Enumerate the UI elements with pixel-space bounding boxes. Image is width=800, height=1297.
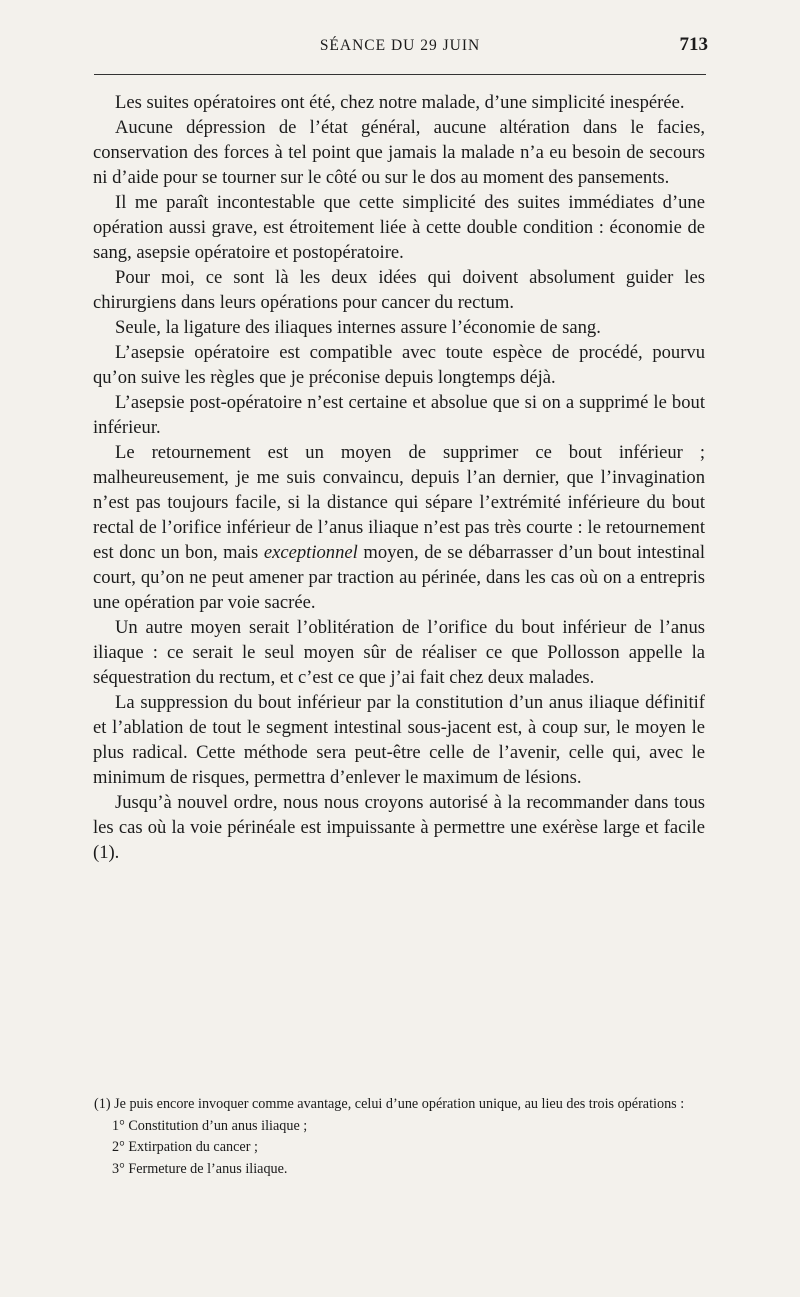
paragraph-part: moyen, de se débarrasser d’un bout intestinal court, qu’on ne peut amener par traction au périnée, dans les cas où on a entrepris une opération par voie sacrée. (93, 542, 705, 613)
paragraph: L’asepsie opératoire est compatible avec toute espèce de procédé, pourvu qu’on suive les règles que je préconise depuis longtemps déjà. (93, 342, 705, 388)
paragraph: Jusqu’à nouvel ordre, nous nous croyons autorisé à la recommander dans tous les cas où la voie périnéale est impuissante à permettre une exérèse large et facile (1). (93, 792, 705, 863)
paragraph: Les suites opératoires ont été, chez notre malade, d’une simplicité inespérée. (115, 92, 685, 113)
running-head: SÉANCE DU 29 JUIN (319, 37, 481, 54)
paragraph: La suppression du bout inférieur par la constitution d’un anus iliaque définitif et l’ablation de tout le segment intestinal sous-jacent est, à coup sur, le moyen le plus radical. Cette méthode sera peut-être celle de l’avenir, celle qui, avec le minimum de risques, permettra d’enlever le maximum de lésions. (93, 692, 705, 788)
paragraph: Il me paraît incontestable que cette simplicité des suites immédiates d’une opération aussi grave, est étroitement liée à cette double condition : économie de sang, asepsie opératoire et postopératoire. (93, 192, 705, 263)
footnote-item: 1° Constitution d’un anus iliaque ; (112, 1117, 308, 1134)
paragraph: L’asepsie post-opératoire n’est certaine et absolue que si on a supprimé le bout inférieur. (93, 392, 705, 438)
emphasized-word: exceptionnel (263, 542, 358, 563)
paragraph: Un autre moyen serait l’oblitération de l’orifice du bout inférieur de l’anus iliaque : ce serait le seul moyen sûr de réaliser ce que Pollosson appelle la séquestration du rectum, et c’est ce que j’ai fait chez deux malades. (93, 617, 705, 688)
paragraph-part: Le retournement est un moyen de supprimer ce bout inférieur ; malheureusement, je me suis convaincu, depuis l’an dernier, que l’invagination n’est pas toujours facile, si la distance qui sépare l’extrémité inférieure du bout rectal de l’orifice inférieur de l’anus iliaque n’est pas très courte : le retournement est donc un bon, mais (93, 442, 705, 563)
footnote-intro: (1) Je puis encore invoquer comme avantage, celui d’une opération unique, au lieu des trois opérations : (94, 1096, 685, 1112)
header-rule (94, 74, 706, 75)
paragraph: Seule, la ligature des iliaques internes assure l’économie de sang. (115, 317, 601, 338)
page-number: 713 (679, 34, 708, 55)
page-header (92, 34, 708, 60)
footnote-item: 2° Extirpation du cancer ; (112, 1139, 258, 1155)
footnotes (94, 1094, 708, 1180)
paragraph: Aucune dépression de l’état général, aucune altération dans le facies, conservation des forces à tel point que jamais la malade n’a eu besoin de secours ni d’aide pour se tourner sur le côté ou sur le dos au moment des pansements. (93, 117, 705, 188)
paragraph: Pour moi, ce sont là les deux idées qui doivent absolument guider les chirurgiens dans leurs opérations pour cancer du rectum. (93, 267, 705, 313)
body-text (93, 90, 705, 865)
footnote-item: 3° Fermeture de l’anus iliaque. (112, 1160, 288, 1177)
paragraph-with-emphasis (93, 440, 705, 615)
